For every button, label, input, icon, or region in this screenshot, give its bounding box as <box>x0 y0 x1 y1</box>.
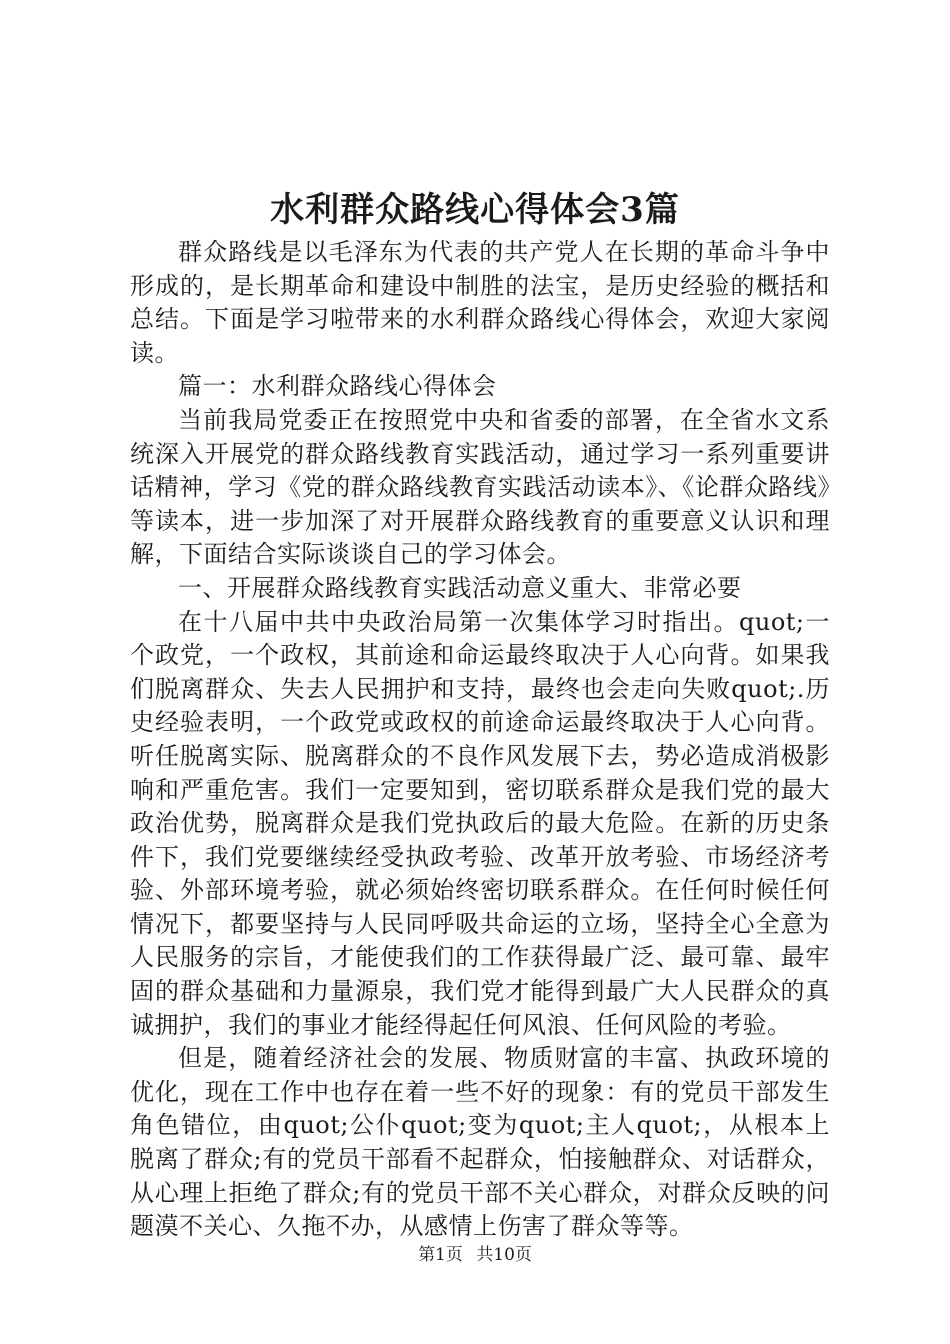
document-title: 水利群众路线心得体会3篇 <box>270 190 680 230</box>
body-paragraph: 当前我局党委正在按照党中央和省委的部署，在全省水文系统深入开展党的群众路线教育实践活动，通过学习一系列重要讲话精神，学习《党的群众路线教育实践活动读本》、《论群众路线》等读本，进一步加深了对开展群众路线教育的重要意义认识和理解，下面结合实际谈谈自己的学习体会。 <box>130 405 830 569</box>
subsection-heading: 一、开展群众路线教育实践活动意义重大、非常必要 <box>178 573 742 602</box>
section-heading: 篇一：水利群众路线心得体会 <box>178 372 497 401</box>
body-paragraph: 但是，随着经济社会的发展、物质财富的丰富、执政环境的优化，现在工作中也存在着一些不好的现象：有的党员干部发生角色错位，由quot;公仆quot;变为quot;主人quot;，从根本上脱离了群众;有的党员干部看不起群众，怕接触群众、对话群众，从心理上拒绝了群众;有的党员干部不关心群众，对群众反映的问题漠不关心、久拖不办，从感情上伤害了群众等等。 <box>130 1044 830 1241</box>
page-footer <box>0 1243 950 1267</box>
body-paragraph: 在十八届中共中央政治局第一次集体学习时指出。quot;一个政党，一个政权，其前途和命运最终取决于人心向背。如果我们脱离群众、失去人民拥护和支持，最终也会走向失败quot;.历史经验表明，一个政党或政权的前途命运最终取决于人心向背。听任脱离实际、脱离群众的不良作风发展下去，势必造成消极影响和严重危害。我们一定要知到，密切联系群众是我们党的最大政治优势，脱离群众是我们党执政后的最大危险。在新的历史条件下，我们党要继续经受执政考验、改革开放考验、市场经济考验、外部环境考验，就必须始终密切联系群众。在任何时候任何情况下，都要坚持与人民同呼吸共命运的立场，坚持全心全意为人民服务的宗旨，才能使我们的工作获得最广泛、最可靠、最牢固的群众基础和力量源泉，我们党才能得到最广大人民群众的真诚拥护，我们的事业才能经得起任何风浪、任何风险的考验。 <box>130 607 830 1039</box>
page-total: 共10页 <box>476 1245 532 1265</box>
page-number: 第1页 <box>418 1245 463 1265</box>
intro-paragraph: 群众路线是以毛泽东为代表的共产党人在长期的革命斗争中形成的，是长期革命和建设中制胜的法宝，是历史经验的概括和总结。下面是学习啦带来的水利群众路线心得体会，欢迎大家阅读。 <box>130 238 830 367</box>
document-body <box>130 236 830 1244</box>
